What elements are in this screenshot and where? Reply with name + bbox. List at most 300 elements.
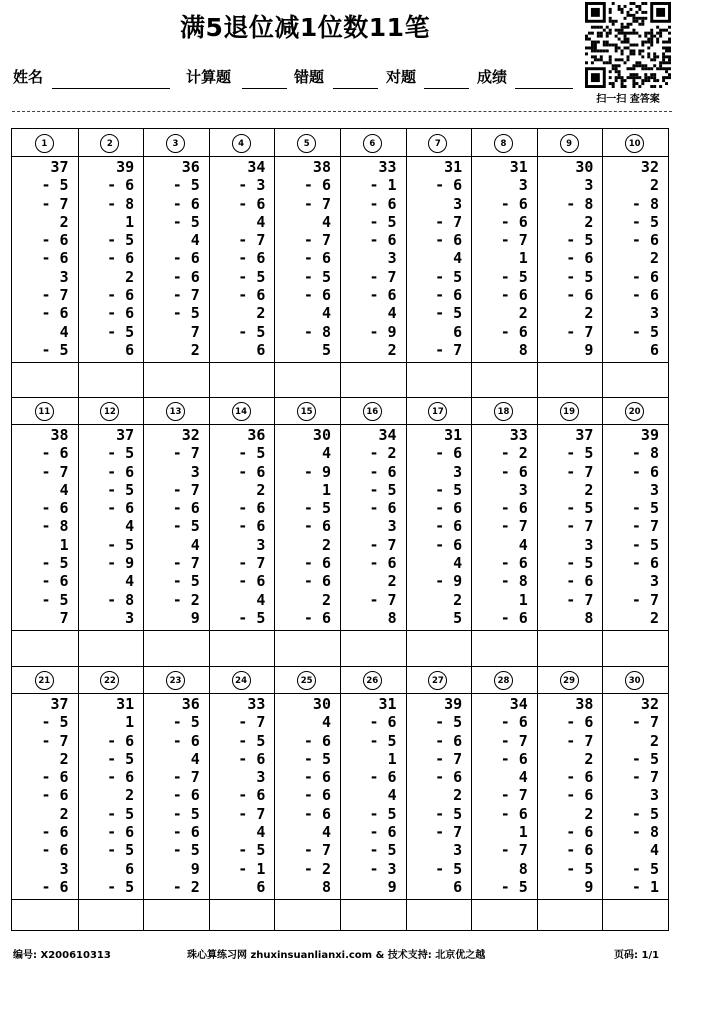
problem-term: 33 [378,158,397,176]
problem-term: - 6 [41,231,69,250]
problem-term: 2 [125,786,135,805]
problem-term: - 6 [41,786,69,805]
problem-term: 30 [575,158,594,176]
problem-term: 4 [453,249,463,268]
problem-number-badge: 17 [428,402,447,421]
problem-term: 3 [256,535,266,554]
problem-term: 9 [387,877,397,896]
problem-term: - 7 [369,535,397,554]
problem-term: 2 [59,804,69,823]
problem-term: 4 [256,590,266,609]
problem-card [209,129,275,362]
problem-term: - 5 [41,713,69,732]
problem-term: - 5 [238,322,266,341]
problem-term: 7 [190,322,200,341]
score-input-line[interactable] [515,88,573,89]
problem-term: - 8 [631,823,659,842]
problem-card [340,397,406,630]
problem-card [602,666,668,899]
problem-terms [42,695,69,896]
problem-term: 8 [321,877,331,896]
problem-term: - 7 [435,749,463,768]
answer-box[interactable] [602,899,668,936]
problem-terms [42,426,69,627]
problem-number-badge: 16 [363,402,382,421]
problem-term: - 6 [238,462,266,481]
problem-term: - 7 [566,590,594,609]
answer-box[interactable] [602,630,668,667]
answer-box[interactable] [12,899,78,936]
problem-term: - 2 [172,877,200,896]
problem-term: 34 [509,695,528,713]
answer-box[interactable] [406,630,472,667]
problem-terms [632,695,659,896]
problem-term: - 6 [238,786,266,805]
problem-term: - 2 [500,444,528,463]
problem-term: 3 [518,176,528,195]
problem-term: - 1 [631,877,659,896]
problem-term: - 6 [238,286,266,305]
answer-box[interactable] [340,630,406,667]
problem-term: - 5 [500,877,528,896]
answer-box[interactable] [209,899,275,936]
answer-box[interactable] [143,362,209,399]
answer-box[interactable] [78,899,144,936]
problem-term: - 6 [172,786,200,805]
problem-term: - 8 [631,444,659,463]
problem-term: - 6 [631,286,659,305]
problem-term: 2 [256,304,266,323]
problem-term: 4 [59,322,69,341]
problem-number-badge: 28 [494,671,513,690]
problem-term: 3 [387,517,397,536]
problem-term: - 6 [435,768,463,787]
problem-term: - 6 [303,572,331,591]
problem-term: 4 [256,823,266,842]
problem-term: 39 [640,426,659,444]
answer-box[interactable] [537,630,603,667]
answer-box[interactable] [209,362,275,399]
problem-term: 3 [387,249,397,268]
problem-terms [566,158,593,359]
problem-term: - 5 [107,841,135,860]
problem-term: - 1 [238,859,266,878]
problem-terms [370,158,397,359]
answer-box[interactable] [274,362,340,399]
problem-terms [435,695,462,896]
problem-term: - 7 [238,804,266,823]
problem-term: 1 [125,713,135,732]
problem-term: - 6 [369,194,397,213]
problem-card [340,666,406,899]
problem-term: - 6 [435,499,463,518]
problem-term: - 5 [107,749,135,768]
problem-grid [11,128,669,931]
problem-term: - 5 [238,608,266,627]
problem-term: 3 [584,176,594,195]
problem-term: - 6 [435,517,463,536]
problem-term: - 5 [566,267,594,286]
problem-term: - 6 [566,823,594,842]
problem-term: 2 [321,535,331,554]
problem-term: - 7 [41,731,69,750]
problem-term: 3 [190,462,200,481]
problem-number-badge: 15 [297,402,316,421]
problem-term: - 5 [41,554,69,573]
problem-terms [632,158,659,359]
problem-term: - 6 [500,212,528,231]
problem-term: - 6 [369,286,397,305]
correct-questions-input-line[interactable] [424,88,469,89]
problem-term: 2 [649,249,659,268]
problem-term: 6 [125,859,135,878]
problem-term: - 7 [631,517,659,536]
problem-term: - 5 [107,322,135,341]
problem-terms [435,426,462,627]
problem-term: - 6 [500,608,528,627]
problem-card [340,129,406,362]
problem-terms [107,695,134,896]
problem-term: - 6 [369,823,397,842]
problem-term: - 6 [41,768,69,787]
answer-box[interactable] [471,362,537,399]
name-label: 姓名 [13,68,44,86]
answer-box[interactable] [602,362,668,399]
problem-term: - 7 [631,590,659,609]
problem-term: - 6 [172,499,200,518]
problem-term: - 7 [566,322,594,341]
answer-box[interactable] [537,899,603,936]
answer-box[interactable] [78,630,144,667]
problem-number-badge: 10 [625,134,644,153]
problem-term: - 5 [238,267,266,286]
problem-term: - 6 [238,749,266,768]
problem-term: 4 [387,786,397,805]
problem-term: - 6 [631,231,659,250]
problem-term: - 5 [631,322,659,341]
problem-term: - 5 [435,267,463,286]
problem-terms [370,426,397,627]
problem-term: 32 [640,695,659,713]
answer-box[interactable] [12,630,78,667]
problem-term: - 6 [631,462,659,481]
problem-term: 8 [518,340,528,359]
problem-term: 6 [256,340,266,359]
problem-term: 4 [190,535,200,554]
answer-box[interactable] [340,899,406,936]
answer-box[interactable] [209,630,275,667]
problem-term: - 6 [631,267,659,286]
problem-term: - 5 [435,804,463,823]
problem-term: - 5 [41,176,69,195]
problem-term: - 6 [566,768,594,787]
problem-card [78,397,144,630]
problem-term: - 5 [107,804,135,823]
problem-term: - 7 [41,462,69,481]
total-questions-label: 计算题 [186,68,232,86]
problem-term: 34 [378,426,397,444]
problem-term: - 5 [369,480,397,499]
problem-number-badge: 3 [166,134,185,153]
problem-term: - 5 [631,859,659,878]
problem-term: - 6 [500,286,528,305]
problem-term: 37 [575,426,594,444]
answer-box[interactable] [471,630,537,667]
problem-term: - 2 [369,444,397,463]
problem-terms [632,426,659,627]
problem-term: 6 [125,340,135,359]
wrong-questions-label: 错题 [294,68,325,86]
problem-card [602,129,668,362]
problem-number-badge: 6 [363,134,382,153]
problem-term: 31 [378,695,397,713]
problem-card [78,129,144,362]
problem-term: - 9 [369,322,397,341]
problem-term: 3 [256,768,266,787]
problem-term: 2 [387,572,397,591]
problem-number-badge: 1 [35,134,54,153]
answer-box[interactable] [537,362,603,399]
problem-term: - 7 [500,841,528,860]
problem-term: - 5 [172,304,200,323]
problem-term: - 7 [369,267,397,286]
problem-term: - 6 [500,322,528,341]
problem-term: - 5 [435,480,463,499]
problem-term: 2 [59,212,69,231]
problem-term: - 5 [435,859,463,878]
problem-term: - 6 [500,554,528,573]
name-input-line[interactable] [52,88,170,89]
problem-term: - 6 [369,713,397,732]
problem-term: - 7 [631,713,659,732]
problem-term: - 6 [303,286,331,305]
problem-term: - 8 [107,194,135,213]
problem-term: - 6 [107,304,135,323]
problem-term: 7 [59,608,69,627]
problem-term: 33 [509,426,528,444]
problem-term: - 5 [172,517,200,536]
problem-term: - 5 [631,212,659,231]
problem-term: 1 [387,749,397,768]
total-questions-input-line[interactable] [242,88,287,89]
problem-term: 8 [584,608,594,627]
problem-number-badge: 9 [560,134,579,153]
problem-term: - 7 [172,554,200,573]
problem-term: - 5 [238,841,266,860]
answer-box[interactable] [143,630,209,667]
problem-term: 4 [387,304,397,323]
answer-box[interactable] [274,630,340,667]
problem-term: 4 [321,304,331,323]
problem-card [274,129,340,362]
problem-number-badge: 19 [560,402,579,421]
problem-number-badge: 14 [232,402,251,421]
problem-terms [238,426,265,627]
problem-number-badge: 7 [428,134,447,153]
problem-term: 3 [584,535,594,554]
problem-card [143,397,209,630]
problem-term: 5 [453,608,463,627]
answer-box[interactable] [12,362,78,399]
problem-terms [501,695,528,896]
problem-term: - 5 [631,749,659,768]
problem-card [602,397,668,630]
problem-term: 4 [190,749,200,768]
problem-term: - 7 [435,340,463,359]
problem-term: - 7 [500,731,528,750]
answer-box[interactable] [340,362,406,399]
problem-term: 4 [59,480,69,499]
problem-term: 30 [312,426,331,444]
problem-terms [173,426,200,627]
answer-box[interactable] [143,899,209,936]
problem-number-badge: 2 [100,134,119,153]
problem-card [537,397,603,630]
problem-term: - 6 [500,749,528,768]
problem-term: - 5 [107,480,135,499]
problem-term: 2 [649,176,659,195]
problem-number-badge: 11 [35,402,54,421]
problem-number-badge: 4 [232,134,251,153]
problem-term: - 7 [41,194,69,213]
problem-term: - 5 [107,535,135,554]
problem-term: - 6 [303,786,331,805]
problem-term: 3 [649,572,659,591]
problem-term: 37 [50,695,69,713]
problem-terms [370,695,397,896]
problem-term: - 7 [566,517,594,536]
problem-term: - 6 [566,572,594,591]
problem-terms [435,158,462,359]
problem-terms [238,695,265,896]
problem-term: - 7 [566,462,594,481]
problem-number-badge: 23 [166,671,185,690]
problem-term: - 5 [172,212,200,231]
problem-term: 4 [649,841,659,860]
problem-term: - 6 [435,731,463,750]
problem-term: 36 [181,695,200,713]
problem-term: - 6 [238,499,266,518]
problem-term: - 7 [369,590,397,609]
answer-box[interactable] [274,899,340,936]
problem-term: - 7 [172,286,200,305]
problem-term: - 7 [500,517,528,536]
problem-term: - 6 [303,517,331,536]
problem-card [274,666,340,899]
problem-term: 3 [453,194,463,213]
problem-term: 9 [584,340,594,359]
problem-term: - 5 [107,444,135,463]
problem-term: - 6 [41,304,69,323]
answer-box[interactable] [471,899,537,936]
problem-term: 2 [518,304,528,323]
qr-code-icon [585,2,671,88]
problem-term: - 3 [238,176,266,195]
problem-term: 2 [584,304,594,323]
problem-term: - 5 [369,804,397,823]
problem-term: - 6 [303,768,331,787]
problem-term: - 6 [41,572,69,591]
problem-card [537,666,603,899]
problem-term: - 6 [566,249,594,268]
answer-box[interactable] [406,899,472,936]
problem-term: 2 [649,608,659,627]
problem-card [537,129,603,362]
problem-number-badge: 12 [100,402,119,421]
problem-term: 3 [59,859,69,878]
problem-term: - 6 [303,804,331,823]
problem-term: - 6 [369,768,397,787]
problem-term: 31 [444,158,463,176]
page-number: 页码: 1/1 [614,950,660,961]
problem-term: - 6 [41,841,69,860]
problem-term: - 5 [41,590,69,609]
problem-term: - 7 [566,731,594,750]
problem-term: 4 [125,572,135,591]
problem-term: 32 [181,426,200,444]
problem-card [471,397,537,630]
problem-term: - 6 [566,713,594,732]
answer-box[interactable] [406,362,472,399]
problem-card [471,129,537,362]
problem-number-badge: 20 [625,402,644,421]
problem-term: - 6 [107,768,135,787]
problem-number-badge: 8 [494,134,513,153]
problem-term: - 6 [107,499,135,518]
wrong-questions-input-line[interactable] [333,88,378,89]
problem-term: - 5 [631,804,659,823]
problem-term: - 7 [238,554,266,573]
answer-box[interactable] [78,362,144,399]
problem-terms [173,695,200,896]
problem-term: - 6 [238,517,266,536]
problem-card [274,397,340,630]
problem-term: - 5 [566,231,594,250]
problem-term: 4 [321,212,331,231]
problem-number-badge: 22 [100,671,119,690]
problem-term: - 7 [303,841,331,860]
problem-term: - 6 [435,286,463,305]
problem-term: - 7 [172,444,200,463]
problem-terms [501,158,528,359]
problem-term: - 6 [107,249,135,268]
problem-term: 6 [453,322,463,341]
problem-number-badge: 24 [232,671,251,690]
problem-term: - 6 [41,877,69,896]
problem-term: 2 [190,340,200,359]
problem-term: 4 [453,554,463,573]
problem-terms [42,158,69,359]
problem-term: 2 [584,749,594,768]
problem-term: 39 [444,695,463,713]
problem-term: - 6 [500,713,528,732]
problem-term: - 6 [369,554,397,573]
problem-term: - 6 [500,499,528,518]
problem-term: - 6 [172,194,200,213]
problem-card [143,666,209,899]
problem-term: 9 [190,608,200,627]
problem-card [12,129,78,362]
problem-number-badge: 30 [625,671,644,690]
problem-term: - 5 [566,859,594,878]
problem-term: - 7 [41,286,69,305]
problem-term: - 5 [238,444,266,463]
problem-term: - 7 [500,786,528,805]
problem-term: 3 [453,462,463,481]
problem-card [209,397,275,630]
problem-term: - 5 [566,554,594,573]
problem-card [209,666,275,899]
